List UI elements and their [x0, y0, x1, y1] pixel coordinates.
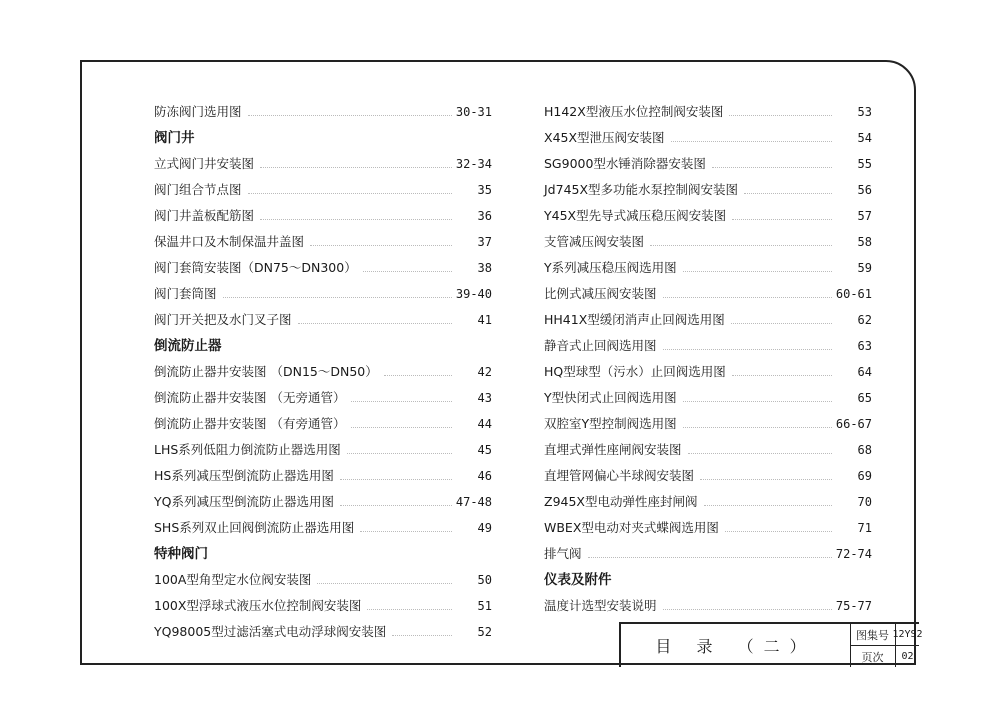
dot-leader — [223, 297, 452, 298]
dot-leader — [650, 245, 832, 246]
entry-title: 静音式止回阀选用图 — [544, 338, 657, 353]
entry-page-number: 49 — [477, 521, 492, 535]
toc-entry — [544, 385, 872, 411]
entry-page-number: 53 — [857, 105, 872, 119]
entry-page-number: 47-48 — [455, 495, 492, 509]
catalog-title: 目 录 （二） — [621, 624, 851, 667]
toc-entry — [154, 567, 492, 593]
entry-page-number: 46 — [477, 469, 492, 483]
toc-entry — [154, 151, 492, 177]
entry-title: 排气阀 — [544, 546, 582, 561]
dot-leader — [663, 349, 832, 350]
entry-title: SG9000型水锤消除器安装图 — [544, 156, 706, 171]
entry-title: Y45X型先导式减压稳压阀安装图 — [544, 208, 727, 223]
entry-title: WBEX型电动对夹式蝶阀选用图 — [544, 520, 719, 535]
entry-title: 温度计选型安装说明 — [544, 598, 657, 613]
toc-entry — [544, 255, 872, 281]
dot-leader — [704, 505, 833, 506]
toc-entry — [544, 437, 872, 463]
dot-leader — [248, 115, 452, 116]
entry-title: LHS系列低阻力倒流防止器选用图 — [154, 442, 341, 457]
entry-page-number: 59 — [857, 261, 872, 275]
toc-entry — [544, 541, 872, 567]
toc-entry — [544, 99, 872, 125]
entry-title: 倒流防止器井安装图 （有旁通管） — [154, 416, 346, 431]
dot-leader — [351, 401, 452, 402]
dot-leader — [392, 635, 452, 636]
section-title: 特种阀门 — [154, 546, 208, 562]
toc-section-heading — [544, 567, 872, 593]
dot-leader — [588, 557, 832, 558]
entry-page-number: 37 — [477, 235, 492, 249]
toc-entry — [544, 307, 872, 333]
entry-title: Y型快闭式止回阀选用图 — [544, 390, 677, 405]
toc-entry — [544, 411, 872, 437]
dot-leader — [731, 323, 832, 324]
entry-page-number: 72-74 — [835, 547, 872, 561]
entry-title: 100A型角型定水位阀安装图 — [154, 572, 312, 587]
dot-leader — [712, 167, 832, 168]
dot-leader — [347, 453, 452, 454]
entry-page-number: 62 — [857, 313, 872, 327]
entry-title: 双腔室Y型控制阀选用图 — [544, 416, 677, 431]
entry-page-number: 69 — [857, 469, 872, 483]
toc-entry — [544, 515, 872, 541]
toc-entry — [544, 463, 872, 489]
dot-leader — [367, 609, 452, 610]
toc-entry — [154, 307, 492, 333]
toc-entry — [544, 281, 872, 307]
entry-title: Y系列减压稳压阀选用图 — [544, 260, 677, 275]
entry-title: 阀门开关把及水门叉子图 — [154, 312, 292, 327]
toc-entry — [154, 359, 492, 385]
entry-page-number: 54 — [857, 131, 872, 145]
toc-entry — [544, 489, 872, 515]
section-title: 倒流防止器 — [154, 338, 222, 354]
entry-title: 支管减压阀安装图 — [544, 234, 645, 249]
toc-entry — [154, 515, 492, 541]
dot-leader — [663, 609, 832, 610]
toc-entry — [154, 489, 492, 515]
dot-leader — [683, 271, 832, 272]
atlas-number-value: 12YS2 — [896, 624, 919, 646]
entry-page-number: 38 — [477, 261, 492, 275]
toc-entry — [544, 125, 872, 151]
dot-leader — [298, 323, 452, 324]
entry-page-number: 63 — [857, 339, 872, 353]
toc-entry — [154, 255, 492, 281]
toc-entry — [154, 99, 492, 125]
entry-title: H142X型液压水位控制阀安装图 — [544, 104, 724, 119]
entry-title: Jd745X型多功能水泵控制阀安装图 — [544, 182, 739, 197]
toc-entry — [154, 385, 492, 411]
entry-page-number: 68 — [857, 443, 872, 457]
dot-leader — [671, 141, 832, 142]
entry-page-number: 70 — [857, 495, 872, 509]
entry-title: 阀门套筒安装图（DN75～DN300） — [154, 260, 357, 275]
entry-page-number: 56 — [857, 183, 872, 197]
entry-page-number: 55 — [857, 157, 872, 171]
toc-entry — [154, 463, 492, 489]
entry-page-number: 57 — [857, 209, 872, 223]
toc-section-heading — [154, 125, 492, 151]
entry-page-number: 65 — [857, 391, 872, 405]
section-title: 阀门井 — [154, 130, 195, 146]
entry-page-number: 52 — [477, 625, 492, 639]
entry-title: HQ型球型（污水）止回阀选用图 — [544, 364, 726, 379]
dot-leader — [340, 479, 452, 480]
entry-page-number: 43 — [477, 391, 492, 405]
entry-title: 直埋式弹性座闸阀安装图 — [544, 442, 682, 457]
dot-leader — [310, 245, 452, 246]
toc-entry — [544, 359, 872, 385]
entry-page-number: 58 — [857, 235, 872, 249]
toc-entry — [544, 593, 872, 619]
entry-page-number: 45 — [477, 443, 492, 457]
toc-entry — [544, 177, 872, 203]
dot-leader — [260, 219, 452, 220]
dot-leader — [700, 479, 832, 480]
dot-leader — [363, 271, 452, 272]
entry-title: Z945X型电动弹性座封闸阀 — [544, 494, 698, 509]
toc-entry — [154, 229, 492, 255]
dot-leader — [663, 297, 832, 298]
toc-entry — [154, 177, 492, 203]
atlas-number-label: 图集号 — [850, 624, 896, 646]
entry-page-number: 71 — [857, 521, 872, 535]
entry-title: 立式阀门井安装图 — [154, 156, 255, 171]
entry-page-number: 44 — [477, 417, 492, 431]
entry-title: SHS系列双止回阀倒流防止器选用图 — [154, 520, 355, 535]
dot-leader — [260, 167, 452, 168]
toc-entry — [154, 619, 492, 645]
entry-title: 阀门井盖板配筋图 — [154, 208, 255, 223]
entry-title: YQ98005型过滤活塞式电动浮球阀安装图 — [154, 624, 387, 639]
entry-title: 阀门组合节点图 — [154, 182, 242, 197]
dot-leader — [384, 375, 452, 376]
dot-leader — [729, 115, 832, 116]
dot-leader — [248, 193, 452, 194]
toc-section-heading — [154, 333, 492, 359]
dot-leader — [683, 427, 832, 428]
entry-title: 直埋管网偏心半球阀安装图 — [544, 468, 695, 483]
dot-leader — [340, 505, 452, 506]
entry-page-number: 66-67 — [835, 417, 872, 431]
entry-page-number: 30-31 — [455, 105, 492, 119]
toc-entry — [154, 281, 492, 307]
entry-page-number: 75-77 — [835, 599, 872, 613]
toc-entry — [154, 437, 492, 463]
entry-page-number: 32-34 — [455, 157, 492, 171]
entry-page-number: 42 — [477, 365, 492, 379]
page-number-value: 02 — [901, 651, 914, 662]
dot-leader — [732, 375, 832, 376]
entry-title: 倒流防止器井安装图 （无旁通管） — [154, 390, 346, 405]
entry-title: 保温井口及木制保温井盖图 — [154, 234, 305, 249]
dot-leader — [360, 531, 452, 532]
entry-title: 100X型浮球式液压水位控制阀安装图 — [154, 598, 362, 613]
entry-title: 倒流防止器井安装图 （DN15～DN50） — [154, 364, 378, 379]
dot-leader — [351, 427, 452, 428]
toc-left-column — [154, 99, 492, 645]
dot-leader — [688, 453, 832, 454]
entry-page-number: 41 — [477, 313, 492, 327]
entry-page-number: 50 — [477, 573, 492, 587]
drawing-frame — [80, 60, 923, 665]
entry-page-number: 35 — [477, 183, 492, 197]
entry-title: 阀门套筒图 — [154, 286, 217, 301]
dot-leader — [683, 401, 832, 402]
dot-leader — [732, 219, 832, 220]
entry-title: 比例式减压阀安装图 — [544, 286, 657, 301]
toc-entry — [544, 151, 872, 177]
entry-title: YQ系列减压型倒流防止器选用图 — [154, 494, 334, 509]
entry-title: X45X型泄压阀安装图 — [544, 130, 665, 145]
entry-title: HS系列减压型倒流防止器选用图 — [154, 468, 334, 483]
dot-leader — [744, 193, 832, 194]
page-number-label: 页次 — [850, 646, 896, 667]
entry-title: 防冻阀门选用图 — [154, 104, 242, 119]
title-block — [619, 622, 923, 667]
entry-title: HH41X型缓闭消声止回阀选用图 — [544, 312, 725, 327]
entry-page-number: 60-61 — [835, 287, 872, 301]
dot-leader — [317, 583, 452, 584]
entry-page-number: 39-40 — [455, 287, 492, 301]
toc-entry — [154, 593, 492, 619]
entry-page-number: 36 — [477, 209, 492, 223]
entry-page-number: 64 — [857, 365, 872, 379]
toc-entry — [154, 411, 492, 437]
toc-entry — [544, 333, 872, 359]
section-title: 仪表及附件 — [544, 572, 612, 588]
toc-entry — [544, 229, 872, 255]
toc-entry — [544, 203, 872, 229]
entry-page-number: 51 — [477, 599, 492, 613]
toc-right-column — [544, 99, 872, 619]
toc-section-heading — [154, 541, 492, 567]
toc-entry — [154, 203, 492, 229]
dot-leader — [725, 531, 832, 532]
